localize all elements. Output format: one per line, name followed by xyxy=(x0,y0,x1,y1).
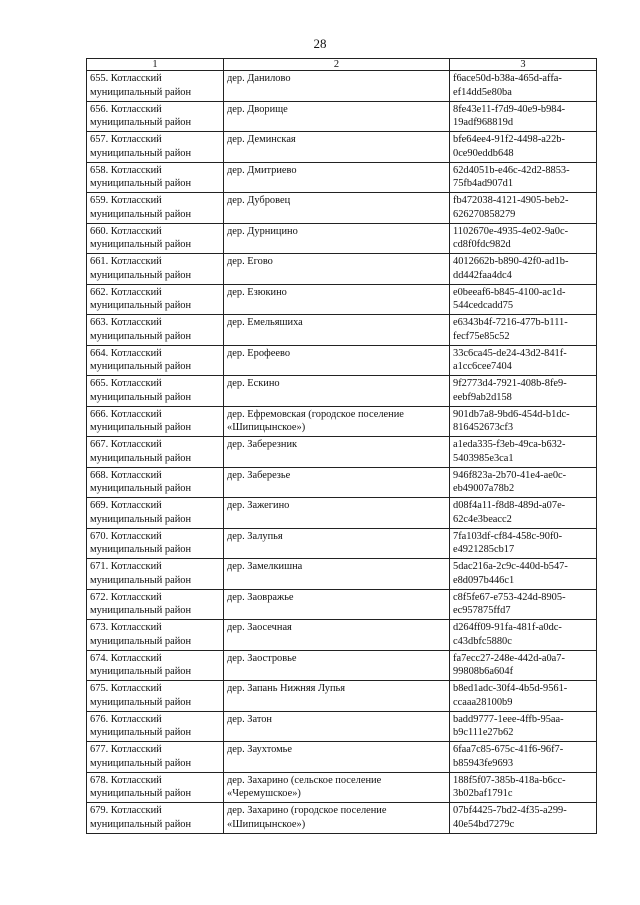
guid-cell: d264ff09-91fa-481f-a0dc-c43dbfc5880c xyxy=(450,620,597,651)
region-cell: 666. Котласский муниципальный район xyxy=(87,406,224,437)
settlement-cell: дер. Данилово xyxy=(224,71,450,102)
table-row xyxy=(87,711,597,742)
settlement-cell: дер. Захарино (городское поселение «Шипицынское») xyxy=(224,803,450,834)
region-cell: 660. Котласский муниципальный район xyxy=(87,223,224,254)
region-cell: 675. Котласский муниципальный район xyxy=(87,681,224,712)
settlement-cell: дер. Езюкино xyxy=(224,284,450,315)
table-row xyxy=(87,162,597,193)
table-row xyxy=(87,223,597,254)
table-row xyxy=(87,803,597,834)
region-cell: 663. Котласский муниципальный район xyxy=(87,315,224,346)
guid-cell: 62d4051b-e46c-42d2-8853-75fb4ad907d1 xyxy=(450,162,597,193)
region-cell: 659. Котласский муниципальный район xyxy=(87,193,224,224)
table-row xyxy=(87,650,597,681)
region-cell: 656. Котласский муниципальный район xyxy=(87,101,224,132)
settlement-cell: дер. Егово xyxy=(224,254,450,285)
table-row xyxy=(87,376,597,407)
settlement-cell: дер. Дмитриево xyxy=(224,162,450,193)
region-cell: 661. Котласский муниципальный район xyxy=(87,254,224,285)
guid-cell: 9f2773d4-7921-408b-8fe9-eebf9ab2d158 xyxy=(450,376,597,407)
table-row xyxy=(87,193,597,224)
region-cell: 665. Котласский муниципальный район xyxy=(87,376,224,407)
table-row xyxy=(87,254,597,285)
region-cell: 668. Котласский муниципальный район xyxy=(87,467,224,498)
table-row xyxy=(87,345,597,376)
guid-cell: 33c6ca45-de24-43d2-841f-a1cc6cee7404 xyxy=(450,345,597,376)
settlement-cell: дер. Деминская xyxy=(224,132,450,163)
settlements-table xyxy=(86,58,597,834)
region-cell: 655. Котласский муниципальный район xyxy=(87,71,224,102)
region-cell: 677. Котласский муниципальный район xyxy=(87,742,224,773)
column-header-2: 2 xyxy=(224,59,450,71)
settlement-cell: дер. Заостровье xyxy=(224,650,450,681)
region-cell: 669. Котласский муниципальный район xyxy=(87,498,224,529)
table-row xyxy=(87,498,597,529)
table-row xyxy=(87,772,597,803)
table-row xyxy=(87,528,597,559)
guid-cell: 1102670e-4935-4e02-9a0c-cd8f0fdc982d xyxy=(450,223,597,254)
guid-cell: 5dac216a-2c9c-440d-b547-e8d097b446c1 xyxy=(450,559,597,590)
guid-cell: 4012662b-b890-42f0-ad1b-dd442faa4dc4 xyxy=(450,254,597,285)
guid-cell: 07bf4425-7bd2-4f35-a299-40e54bd7279c xyxy=(450,803,597,834)
region-cell: 671. Котласский муниципальный район xyxy=(87,559,224,590)
settlement-cell: дер. Залупья xyxy=(224,528,450,559)
guid-cell: e6343b4f-7216-477b-b111-fecf75e85c52 xyxy=(450,315,597,346)
table-row xyxy=(87,437,597,468)
region-cell: 678. Котласский муниципальный район xyxy=(87,772,224,803)
settlement-cell: дер. Замелкишна xyxy=(224,559,450,590)
settlement-cell: дер. Ерофеево xyxy=(224,345,450,376)
table-row xyxy=(87,620,597,651)
settlement-cell: дер. Ефремовская (городское поселение «Шипицынское») xyxy=(224,406,450,437)
guid-cell: fa7ecc27-248e-442d-a0a7-99808b6a604f xyxy=(450,650,597,681)
column-header-1: 1 xyxy=(87,59,224,71)
region-cell: 664. Котласский муниципальный район xyxy=(87,345,224,376)
table-body xyxy=(87,71,597,834)
guid-cell: e0beeaf6-b845-4100-ac1d-544cedcadd75 xyxy=(450,284,597,315)
settlement-cell: дер. Дубровец xyxy=(224,193,450,224)
settlement-cell: дер. Захарино (сельское поселение «Черемушское») xyxy=(224,772,450,803)
region-cell: 657. Котласский муниципальный район xyxy=(87,132,224,163)
table-row xyxy=(87,589,597,620)
settlement-cell: дер. Заосечная xyxy=(224,620,450,651)
table-row xyxy=(87,467,597,498)
guid-cell: a1eda335-f3eb-49ca-b632-5403985e3ca1 xyxy=(450,437,597,468)
guid-cell: 901db7a8-9bd6-454d-b1dc-816452673cf3 xyxy=(450,406,597,437)
region-cell: 672. Котласский муниципальный район xyxy=(87,589,224,620)
settlement-cell: дер. Дурницино xyxy=(224,223,450,254)
guid-cell: fb472038-4121-4905-beb2-626270858279 xyxy=(450,193,597,224)
table-row xyxy=(87,681,597,712)
table-row xyxy=(87,559,597,590)
guid-cell: bfe64ee4-91f2-4498-a22b-0ce90eddb648 xyxy=(450,132,597,163)
settlement-cell: дер. Затон xyxy=(224,711,450,742)
guid-cell: 7fa103df-cf84-458c-90f0-e4921285cb17 xyxy=(450,528,597,559)
table-header-row xyxy=(87,59,597,71)
table-row xyxy=(87,101,597,132)
table-row xyxy=(87,406,597,437)
table-row xyxy=(87,284,597,315)
region-cell: 674. Котласский муниципальный район xyxy=(87,650,224,681)
table-row xyxy=(87,71,597,102)
settlement-cell: дер. Запань Нижняя Лупья xyxy=(224,681,450,712)
guid-cell: badd9777-1eee-4ffb-95aa-b9c111e27b62 xyxy=(450,711,597,742)
guid-cell: c8f5fe67-e753-424d-8905-ec957875ffd7 xyxy=(450,589,597,620)
guid-cell: f6ace50d-b38a-465d-affa-ef14dd5e80ba xyxy=(450,71,597,102)
settlement-cell: дер. Заухтомье xyxy=(224,742,450,773)
settlement-cell: дер. Дворище xyxy=(224,101,450,132)
settlement-cell: дер. Ескино xyxy=(224,376,450,407)
guid-cell: 188f5f07-385b-418a-b6cc-3b02baf1791c xyxy=(450,772,597,803)
settlement-cell: дер. Заберезник xyxy=(224,437,450,468)
table-row xyxy=(87,315,597,346)
guid-cell: b8ed1adc-30f4-4b5d-9561-ccaaa28100b9 xyxy=(450,681,597,712)
region-cell: 679. Котласский муниципальный район xyxy=(87,803,224,834)
region-cell: 676. Котласский муниципальный район xyxy=(87,711,224,742)
region-cell: 670. Котласский муниципальный район xyxy=(87,528,224,559)
region-cell: 658. Котласский муниципальный район xyxy=(87,162,224,193)
guid-cell: 946f823a-2b70-41e4-ae0c-eb49007a78b2 xyxy=(450,467,597,498)
table-row xyxy=(87,742,597,773)
region-cell: 673. Котласский муниципальный район xyxy=(87,620,224,651)
settlement-cell: дер. Зажегино xyxy=(224,498,450,529)
region-cell: 662. Котласский муниципальный район xyxy=(87,284,224,315)
settlement-cell: дер. Емельяшиха xyxy=(224,315,450,346)
region-cell: 667. Котласский муниципальный район xyxy=(87,437,224,468)
table-row xyxy=(87,132,597,163)
settlement-cell: дер. Заовражье xyxy=(224,589,450,620)
settlement-cell: дер. Заберезье xyxy=(224,467,450,498)
guid-cell: 8fe43e11-f7d9-40e9-b984-19adf968819d xyxy=(450,101,597,132)
guid-cell: 6faa7c85-675c-41f6-96f7-b85943fe9693 xyxy=(450,742,597,773)
page-number: 28 xyxy=(313,36,327,51)
column-header-3: 3 xyxy=(450,59,597,71)
guid-cell: d08f4a11-f8d8-489d-a07e-62c4e3beacc2 xyxy=(450,498,597,529)
